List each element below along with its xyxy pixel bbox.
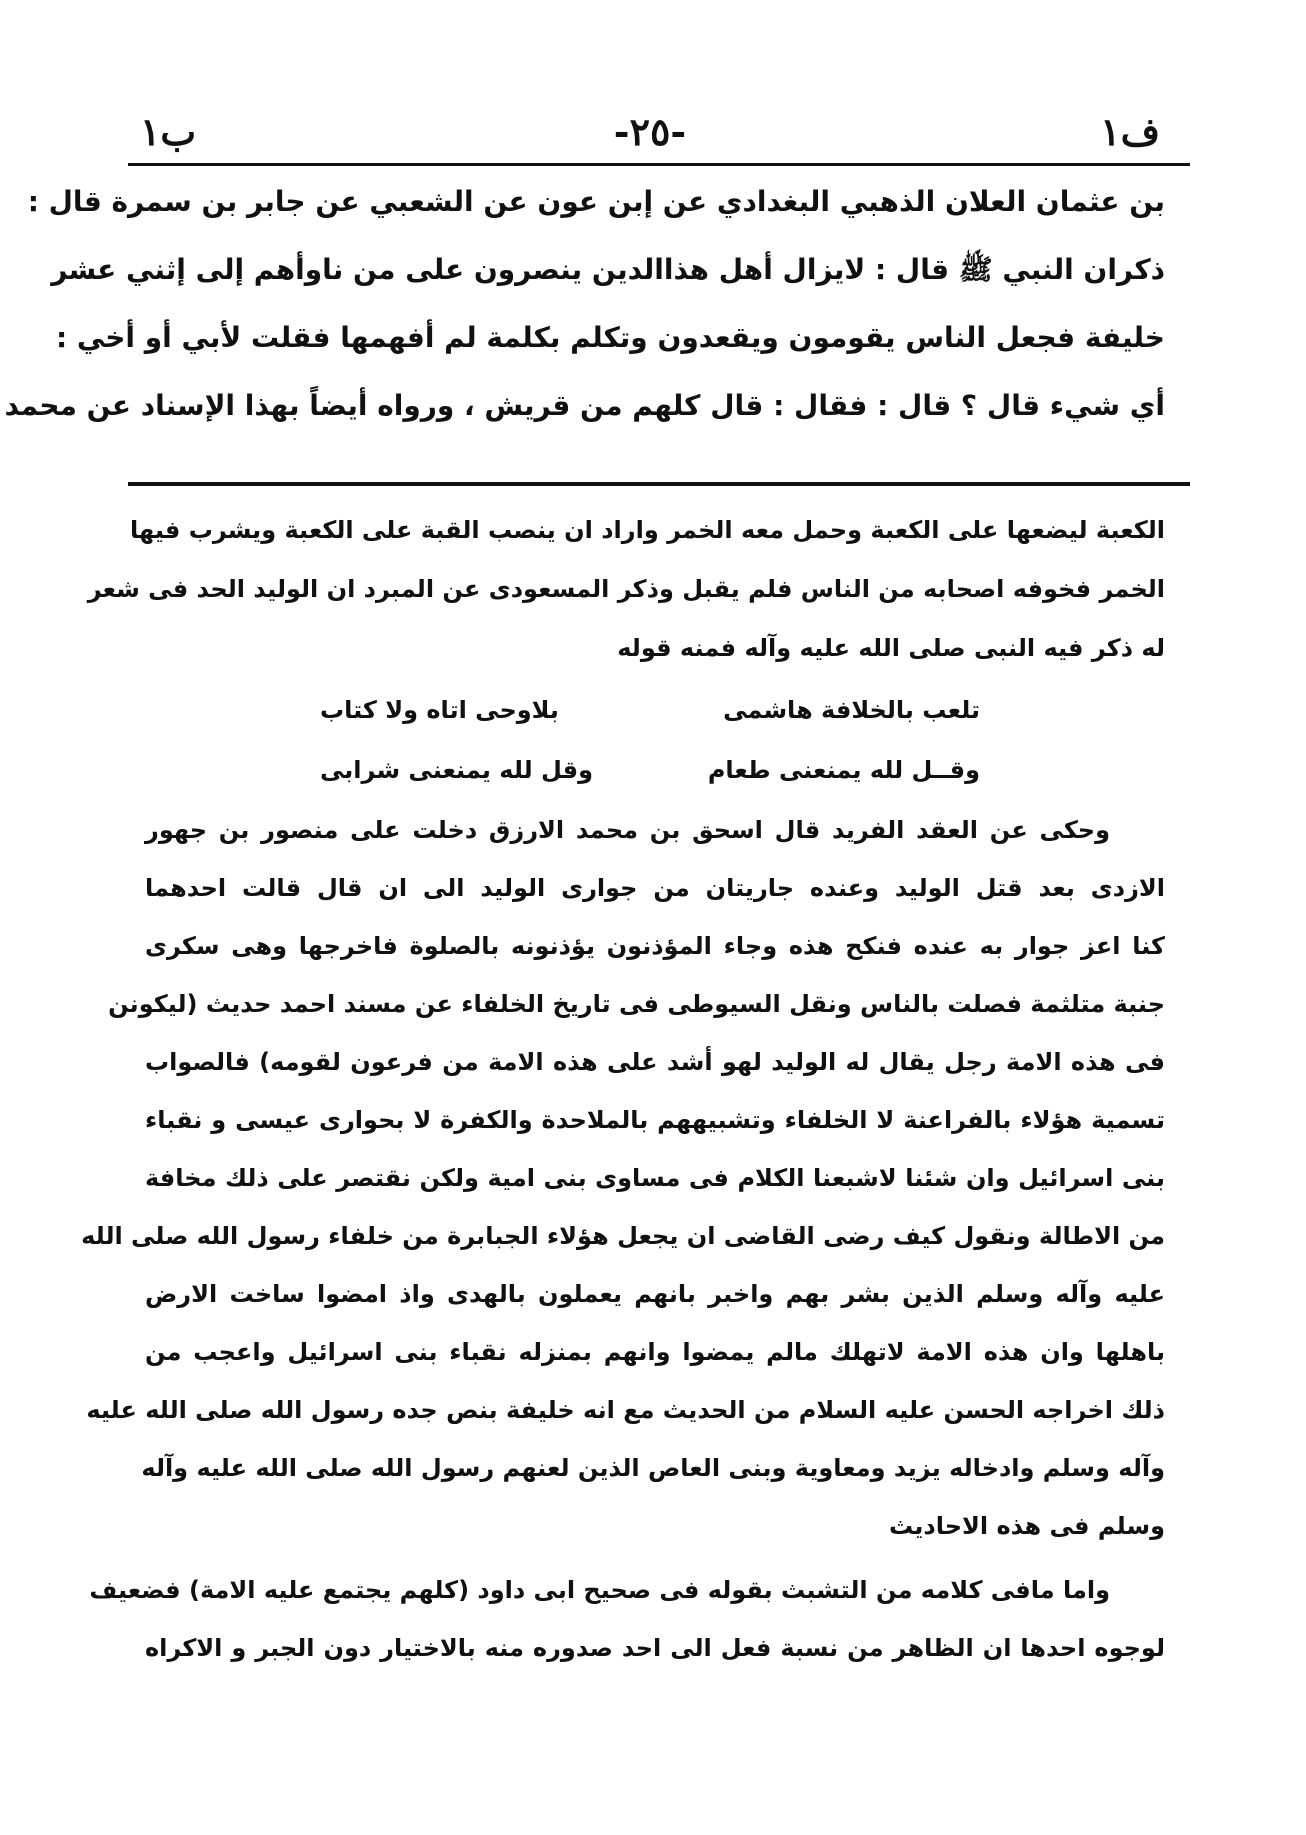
verse-second-hemistich: وقل لله يمنعنى شرابى — [320, 756, 594, 784]
quoted-line: ذكران النبي ﷺ قال : لايزال أهل هذاالدين ينصرون على من ناوأهم إلى إثني عشر — [51, 253, 1165, 286]
body-text-block-b — [81, 800, 1165, 1800]
body-line: وسلم فى هذه الاحاديث — [888, 1512, 1165, 1540]
body-text-block-a — [87, 500, 1165, 680]
verse-first-hemistich: وقــل لله يمنعنى طعام — [707, 756, 980, 784]
body-line: له ذكر فيه النبى صلى الله عليه وآله فمنه قوله — [617, 634, 1165, 662]
body-line: تسمية هؤلاء بالفراعنة لا الخلفاء وتشبيههم بالملاحدة والكفرة لا بحوارى عيسى و نقباء — [145, 1106, 1165, 1134]
body-line: لوجوه احدها ان الظاهر من نسبة فعل الى احد صدوره منه بالاختيار دون الجبر و الاكراه — [145, 1634, 1165, 1662]
page-number: -٢٥- — [613, 109, 687, 154]
header-rule — [128, 163, 1190, 166]
body-line: عليه وآله وسلم الذين بشر بهم واخبر بانهم يعملون بالهدى واذ امضوا ساخت الارض — [145, 1280, 1165, 1308]
section-divider — [128, 482, 1190, 486]
body-line: بنى اسرائيل وان شئنا لاشبعنا الكلام فى مساوى بنى امية ولكن نقتصر على ذلك مخافة — [145, 1164, 1165, 1192]
body-line: الكعبة ليضعها على الكعبة وحمل معه الخمر واراد ان ينصب القبة على الكعبة ويشرب فيها — [129, 516, 1165, 544]
body-line: الازدى بعد قتل الوليد وعنده جاريتان من جوارى الوليد الى ان قال قالت احدهما — [145, 874, 1165, 902]
quoted-line: بن عثمان العلان الذهبي البغدادي عن إبن عون عن الشعبي عن جابر بن سمرة قال : — [27, 185, 1165, 218]
body-line: فى هذه الامة رجل يقال له الوليد لهو أشد على هذه الامة من فرعون لقومه) فالصواب — [145, 1048, 1165, 1076]
body-line: ذلك اخراجه الحسن عليه السلام من الحديث مع انه خليفة بنص جده رسول الله صلى الله عليه — [86, 1396, 1165, 1424]
body-line: جنبة متلثمة فصلت بالناس ونقل السيوطى فى تاريخ الخلفاء عن مسند احمد حديث (ليكونن — [108, 990, 1165, 1018]
quoted-line: أي شيء قال ؟ قال : فقال : قال كلهم من قريش ، ورواه أيضاً بهذا الإسناد عن محمد — [4, 389, 1165, 422]
quoted-line: خليفة فجعل الناس يقومون ويقعدون وتكلم بكلمة لم أفهمها فقلت لأبي أو أخي : — [55, 321, 1165, 354]
page-header — [130, 102, 1170, 162]
verse-line — [320, 684, 980, 736]
header-left-label: ب١ — [140, 109, 197, 154]
verse-second-hemistich: بلاوحى اتاه ولا كتاب — [320, 696, 559, 724]
header-right-label: ف١ — [1100, 109, 1160, 154]
body-line: وحكى عن العقد الفريد قال اسحق بن محمد الارزق دخلت على منصور بن جهور — [145, 816, 1110, 844]
quoted-text-block — [4, 172, 1165, 472]
body-line: الخمر فخوفه اصحابه من الناس فلم يقبل وذكر المسعودى عن المبرد ان الوليد الحد فى شعر — [87, 575, 1165, 603]
body-line: من الاطالة ونقول كيف رضى القاضى ان يجعل هؤلاء الجبابرة من خلفاء رسول الله صلى الله — [81, 1222, 1165, 1250]
body-line: كنا اعز جوار به عنده فنكح هذه وجاء المؤذنون يؤذنونه بالصلوة فاخرجها وهى سكرى — [145, 932, 1165, 960]
body-line: باهلها وان هذه الامة لاتهلك مالم يمضوا وانهم بمنزله نقباء بنى اسرائيل واعجب من — [145, 1338, 1165, 1366]
verse-line — [320, 744, 980, 796]
body-line: واما مافى كلامه من التشبث بقوله فى صحيح ابى داود (كلهم يجتمع عليه الامة) فضعيف — [89, 1576, 1110, 1604]
verse-first-hemistich: تلعب بالخلافة هاشمى — [723, 696, 980, 724]
body-line: وآله وسلم وادخاله يزيد ومعاوية وبنى العاص الذين لعنهم رسول الله صلى الله عليه وآله — [141, 1454, 1165, 1482]
